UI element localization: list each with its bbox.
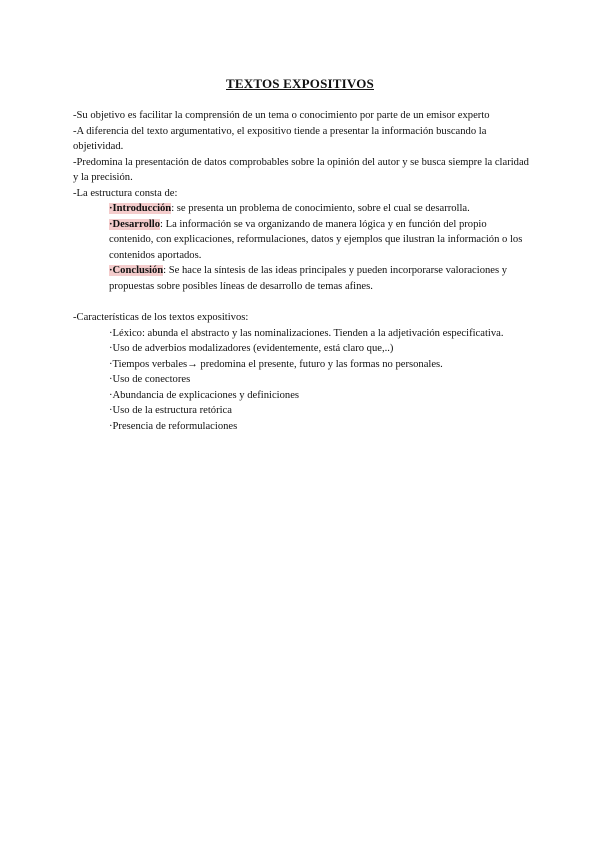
structure-item-introduccion [109,201,533,217]
document-body [73,108,533,434]
section-spacer [73,294,533,310]
structure-text-introduccion: : se presenta un problema de conocimiento, sobre el cual se desarrolla. [171,203,470,214]
feature-item-conectores: ·Uso de conectores [109,374,191,385]
feature-item-explicaciones: ·Abundancia de explicaciones y definiciones [109,389,300,401]
feature-item-adverbios: ·Uso de adverbios modalizadores (evidentemente, está claro que,..) [109,343,394,354]
structure-item-desarrollo [109,217,533,264]
feature-item-retorica: ·Uso de la estructura retórica [109,405,232,416]
intro-line-difference: -A diferencia del texto argumentativo, el expositivo tiende a presentar la información buscando la objetividad. [73,125,487,152]
intro-line-objective: -Su objetivo es facilitar la comprensión de un tema o conocimiento por parte de un emisor experto [73,110,490,121]
structure-term-conclusion: ·Conclusión [109,265,164,276]
structure-text-desarrollo: : La información se va organizando de manera lógica y en función del propio contenido, con explicaciones, reformulaciones, datos y ejemplos que ilustran la información o los contenidos aportados. [109,218,523,261]
structure-term-desarrollo: ·Desarrollo [109,218,160,230]
intro-line-structure: -La estructura consta de: [73,187,178,199]
feature-item-lexico: ·Léxico: abunda el abstracto y las nominalizaciones. Tienden a la adjetivación especificativa. [109,327,504,339]
intro-line-predominance: -Predomina la presentación de datos comprobables sobre la opinión del autor y se busca siempre la claridad y la precisión. [73,156,529,183]
document-title: TEXTOS EXPOSITIVOS [226,76,374,91]
structure-text-conclusion: : Se hace la síntesis de las ideas principales y pueden incorporarse valoraciones y propuestas sobre posibles líneas de desarrollo de temas afines. [109,265,508,292]
feature-item-tiempos: ·Tiempos verbales→ predomina el presente, futuro y las formas no personales. [109,358,443,370]
features-heading: -Características de los textos expositivos: [73,312,249,323]
structure-item-conclusion [109,263,533,294]
structure-term-introduccion: ·Introducción [109,203,172,214]
feature-item-reformulaciones: ·Presencia de reformulaciones [109,420,238,432]
